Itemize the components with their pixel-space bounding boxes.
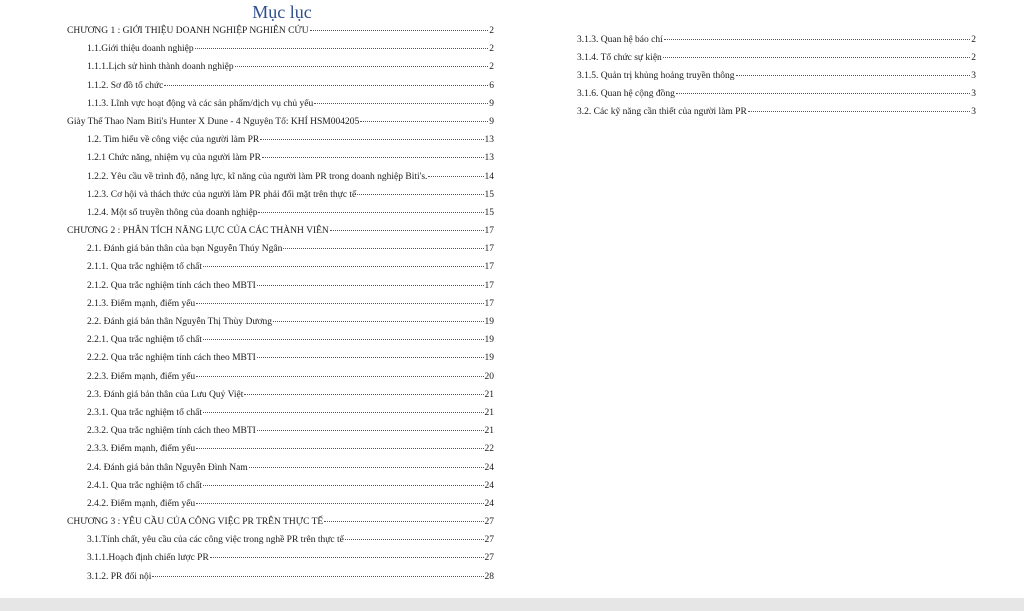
toc-page-number: 19 — [484, 353, 494, 364]
toc-leader-dots — [314, 103, 488, 104]
toc-entry[interactable] — [66, 368, 494, 386]
toc-entry-title: CHƯƠNG 3 : YÊU CẦU CỦA CÔNG VIỆC PR TRÊN THỰC TẾ — [67, 517, 324, 528]
toc-entry[interactable] — [66, 186, 494, 204]
toc-entry[interactable] — [66, 131, 494, 149]
toc-leader-dots — [345, 539, 484, 540]
toc-entry-title: 3.1.5. Quản trị khủng hoảng truyền thông — [577, 71, 735, 81]
toc-page-number: 24 — [484, 462, 494, 473]
toc-entry[interactable] — [576, 85, 976, 103]
toc-entry-title: 2.4.1. Qua trắc nghiệm tố chất — [87, 480, 203, 491]
toc-page-number: 21 — [484, 426, 494, 437]
toc-page-number: 17 — [484, 298, 494, 309]
toc-entry[interactable] — [66, 95, 494, 113]
toc-leader-dots — [257, 285, 484, 286]
toc-entry[interactable] — [66, 258, 494, 276]
toc-page-number: 9 — [489, 116, 494, 127]
toc-entry-title: 2.1.3. Điểm mạnh, điểm yếu — [87, 298, 196, 309]
toc-entry[interactable] — [576, 31, 976, 49]
toc-leader-dots — [676, 93, 970, 94]
toc-page-number: 27 — [484, 517, 494, 528]
toc-entry[interactable] — [66, 240, 494, 258]
toc-entry-title: 2.2.1. Qua trắc nghiệm tố chất — [87, 335, 203, 346]
toc-entry-title: 2.3.1. Qua trắc nghiệm tố chất — [87, 407, 203, 418]
toc-entry-title: 2.1.2. Qua trắc nghiệm tính cách theo MBTI — [87, 280, 256, 291]
toc-entry[interactable] — [66, 422, 494, 440]
toc-page-number: 24 — [484, 480, 494, 491]
toc-entry[interactable] — [66, 58, 494, 76]
toc-leader-dots — [360, 121, 488, 122]
toc-page-number: 3 — [971, 89, 976, 99]
toc-leader-dots — [164, 85, 488, 86]
toc-page-number: 15 — [484, 189, 494, 200]
toc-leader-dots — [244, 394, 483, 395]
toc-entry[interactable] — [66, 168, 494, 186]
toc-entry-title: 3.1.Tính chất, yêu cầu của các công việc trong nghề PR trên thực tế — [87, 535, 344, 546]
toc-page-number: 3 — [971, 71, 976, 81]
toc-page-number: 21 — [484, 407, 494, 418]
toc-entry-title: 3.1.3. Quan hệ báo chí — [577, 35, 663, 45]
toc-entry-title: 2.2.3. Điểm mạnh, điểm yếu — [87, 371, 196, 382]
toc-entry[interactable] — [66, 222, 494, 240]
toc-page-number: 17 — [484, 262, 494, 273]
document-title: Mục lục — [252, 2, 312, 22]
toc-entry[interactable] — [66, 531, 494, 549]
toc-page-number: 22 — [484, 444, 494, 455]
toc-entry-title: 1.1.3. Lĩnh vực hoạt động và các sản phẩm/dịch vụ chủ yếu — [87, 98, 314, 109]
toc-entry[interactable] — [66, 77, 494, 95]
toc-leader-dots — [260, 139, 483, 140]
toc-entry[interactable] — [66, 113, 494, 131]
toc-page-number: 14 — [484, 171, 494, 182]
toc-left-column — [66, 22, 494, 586]
toc-entry[interactable] — [66, 204, 494, 222]
toc-entry-title: 3.1.4. Tổ chức sự kiện — [577, 53, 662, 63]
toc-entry-title: 2.1.1. Qua trắc nghiệm tố chất — [87, 262, 203, 273]
toc-leader-dots — [257, 430, 484, 431]
toc-entry[interactable] — [66, 549, 494, 567]
toc-leader-dots — [195, 48, 489, 49]
toc-page-number: 17 — [484, 244, 494, 255]
toc-page-number: 2 — [489, 62, 494, 73]
toc-leader-dots — [310, 30, 489, 31]
toc-page-number: 15 — [484, 207, 494, 218]
page-gap — [0, 598, 1024, 611]
toc-leader-dots — [249, 467, 484, 468]
toc-page-number: 6 — [489, 80, 494, 91]
toc-leader-dots — [262, 157, 484, 158]
toc-right-column — [576, 31, 976, 121]
toc-leader-dots — [428, 176, 483, 177]
toc-entry-title: Giày Thể Thao Nam Biti's Hunter X Dune - 4 Nguyên Tố: KHÍ HSM004205 — [67, 116, 360, 127]
toc-leader-dots — [235, 66, 489, 67]
toc-entry-title: CHƯƠNG 2 : PHÂN TÍCH NĂNG LỰC CỦA CÁC THÀNH VIÊN — [67, 226, 329, 237]
toc-page-number: 2 — [971, 53, 976, 63]
toc-entry-title: 1.2. Tìm hiểu về công việc của người làm PR — [87, 135, 260, 146]
toc-entry-title: 1.2.1 Chức năng, nhiệm vụ của người làm PR — [87, 153, 261, 164]
toc-page-number: 28 — [484, 571, 494, 582]
toc-page-number: 17 — [484, 280, 494, 291]
toc-entry-title: 1.2.2. Yêu cầu về trình độ, năng lực, kĩ năng của người làm PR trong doanh nghiệp Biti's. — [87, 171, 428, 182]
toc-leader-dots — [283, 248, 483, 249]
toc-entry-title: 2.3. Đánh giá bản thân của Lưu Quý Việt — [87, 389, 244, 400]
toc-leader-dots — [203, 412, 483, 413]
toc-leader-dots — [196, 303, 483, 304]
toc-entry-title: 3.2. Các kỹ năng cần thiết của người làm PR — [577, 107, 747, 117]
toc-page-number: 2 — [489, 44, 494, 55]
toc-page-number: 17 — [484, 226, 494, 237]
toc-leader-dots — [664, 39, 971, 40]
toc-entry-title: 3.1.2. PR đối nội — [87, 571, 152, 582]
toc-entry[interactable] — [66, 313, 494, 331]
toc-leader-dots — [196, 448, 483, 449]
toc-entry-title: 2.3.3. Điểm mạnh, điểm yếu — [87, 444, 196, 455]
toc-page-number: 9 — [489, 98, 494, 109]
toc-leader-dots — [196, 376, 483, 377]
toc-entry-title: 2.1. Đánh giá bản thân của bạn Nguyễn Thúy Ngân — [87, 244, 283, 255]
toc-entry-title: 1.2.4. Một số truyền thông của doanh nghiệp — [87, 207, 258, 218]
toc-page-number: 3 — [971, 107, 976, 117]
toc-entry[interactable] — [66, 404, 494, 422]
toc-entry-title: 2.2. Đánh giá bản thân Nguyễn Thị Thùy Dương — [87, 317, 273, 327]
toc-leader-dots — [203, 266, 483, 267]
toc-leader-dots — [196, 503, 483, 504]
toc-leader-dots — [736, 75, 971, 76]
toc-leader-dots — [257, 357, 484, 358]
toc-leader-dots — [152, 576, 483, 577]
toc-page-number: 24 — [484, 498, 494, 509]
toc-entry[interactable] — [66, 277, 494, 295]
toc-entry[interactable] — [66, 459, 494, 477]
toc-leader-dots — [324, 521, 483, 522]
toc-entry[interactable] — [66, 295, 494, 313]
toc-entry[interactable] — [576, 67, 976, 85]
toc-page-number: 20 — [484, 371, 494, 382]
toc-leader-dots — [210, 557, 484, 558]
toc-entry[interactable] — [66, 440, 494, 458]
toc-page-number: 2 — [489, 26, 494, 36]
toc-leader-dots — [258, 212, 483, 213]
toc-entry[interactable] — [66, 149, 494, 167]
toc-entry[interactable] — [66, 40, 494, 58]
toc-entry-title: 1.1.1.Lịch sử hình thành doanh nghiệp — [87, 62, 234, 73]
toc-page-number: 13 — [484, 135, 494, 146]
toc-entry-title: 2.4. Đánh giá bản thân Nguyễn Đình Nam — [87, 462, 248, 473]
toc-leader-dots — [273, 321, 483, 322]
toc-entry-title: 2.4.2. Điểm mạnh, điểm yếu — [87, 498, 196, 509]
toc-page-number: 19 — [484, 335, 494, 346]
toc-entry[interactable] — [576, 103, 976, 121]
toc-entry[interactable] — [66, 349, 494, 367]
toc-entry[interactable] — [66, 513, 494, 531]
toc-page-number: 19 — [484, 317, 494, 327]
toc-page-number: 27 — [484, 553, 494, 564]
toc-entry[interactable] — [66, 331, 494, 349]
toc-entry-title: 3.1.1.Hoạch định chiến lược PR — [87, 553, 209, 564]
toc-entry[interactable] — [66, 22, 494, 40]
toc-leader-dots — [748, 111, 970, 112]
toc-page-number: 21 — [484, 389, 494, 400]
toc-entry-title: 1.2.3. Cơ hội và thách thức của người làm PR phải đối mặt trên thực tế — [87, 189, 357, 200]
toc-entry-title: 3.1.6. Quan hệ cộng đồng — [577, 89, 675, 99]
toc-entry-title: CHƯƠNG 1 : GIỚI THIỆU DOANH NGHIỆP NGHIÊN CỨU — [67, 26, 309, 36]
toc-leader-dots — [330, 230, 484, 231]
toc-entry[interactable] — [576, 49, 976, 67]
toc-entry-title: 2.3.2. Qua trắc nghiệm tính cách theo MBTI — [87, 426, 256, 437]
toc-entry-title: 1.1.2. Sơ đồ tổ chức — [87, 80, 164, 91]
toc-page-number: 2 — [971, 35, 976, 45]
toc-entry-title: 1.1.Giới thiệu doanh nghiệp — [87, 44, 194, 55]
toc-page-number: 27 — [484, 535, 494, 546]
toc-leader-dots — [203, 339, 483, 340]
toc-leader-dots — [663, 57, 970, 58]
toc-entry[interactable] — [66, 477, 494, 495]
toc-entry[interactable] — [66, 568, 494, 586]
toc-leader-dots — [203, 485, 483, 486]
toc-entry-title: 2.2.2. Qua trắc nghiệm tính cách theo MBTI — [87, 353, 256, 364]
toc-entry[interactable] — [66, 495, 494, 513]
toc-page-number: 13 — [484, 153, 494, 164]
toc-leader-dots — [357, 194, 483, 195]
toc-entry[interactable] — [66, 386, 494, 404]
